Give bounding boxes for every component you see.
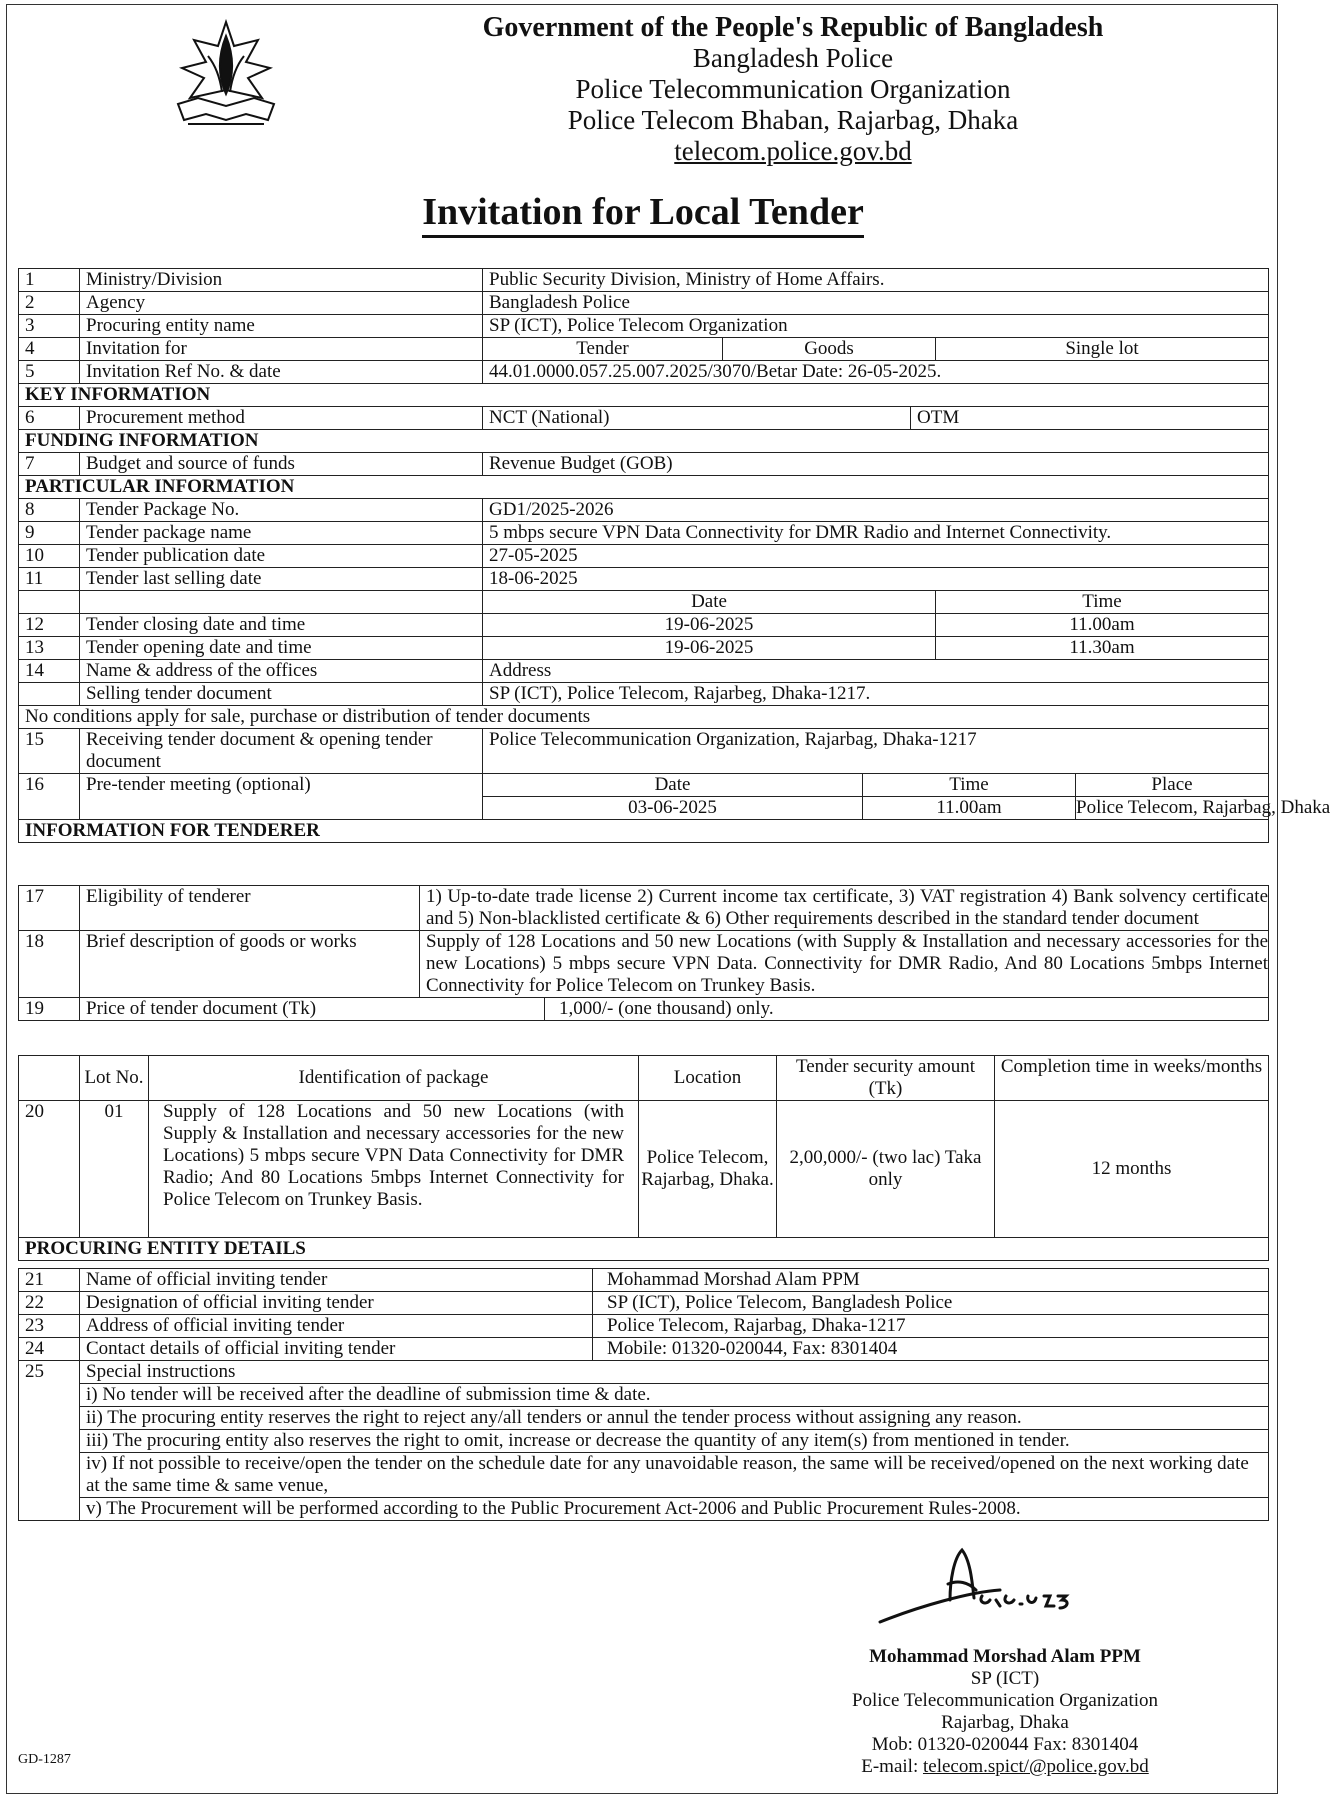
row-label: Name of official inviting tender	[80, 1269, 593, 1292]
section-row	[19, 476, 1269, 499]
row-number: 3	[19, 315, 80, 338]
row-label: Tender last selling date	[80, 568, 483, 591]
row-label: Contact details of official inviting tender	[80, 1338, 593, 1361]
meeting-date: 03-06-2025	[483, 797, 863, 820]
table-row	[19, 269, 1269, 292]
lot-number: 01	[80, 1101, 149, 1238]
row-number: 18	[19, 931, 80, 998]
table-row	[19, 1292, 1269, 1315]
lot-number-header: Lot No.	[80, 1056, 149, 1101]
meeting-time: 11.00am	[863, 797, 1076, 820]
row-value: Bangladesh Police	[483, 292, 1269, 315]
row-number: 22	[19, 1292, 80, 1315]
table-row	[19, 499, 1269, 522]
package-header: Identification of package	[149, 1056, 639, 1101]
row-value: Police Telecommunication Organization, Rajarbag, Dhaka-1217	[483, 729, 1269, 774]
procurement-method-alt: OTM	[911, 407, 1269, 430]
row-label: Pre-tender meeting (optional)	[80, 774, 483, 820]
row-number: 16	[19, 774, 80, 820]
table-row	[19, 1315, 1269, 1338]
row-label	[80, 591, 483, 614]
row-label: Invitation Ref No. & date	[80, 361, 483, 384]
website-link[interactable]: telecom.police.gov.bd	[674, 136, 912, 166]
row-value: 44.01.0000.057.25.007.2025/3070/Betar Date: 26-05-2025.	[483, 361, 1269, 384]
instruction-item: ii) The procuring entity reserves the right to reject any/all tenders or annul the tender process without assigning any reason.	[80, 1407, 1269, 1430]
invitation-category: Goods	[723, 338, 936, 361]
package-description: Supply of 128 Locations and 50 new Locations (with Supply & Installation and necessary accessories for the new Locations) 5 mbps secure VPN Data Connectivity for DMR Radio; And 80 Locations 5mbps Internet Connectivity for Police Telecom on Trunkey Basis.	[149, 1101, 639, 1238]
signer-name: Mohammad Morshad Alam PPM	[869, 1646, 1141, 1667]
section-heading: INFORMATION FOR TENDERER	[19, 820, 1269, 843]
row-label: Ministry/Division	[80, 269, 483, 292]
instruction-row	[19, 1430, 1269, 1453]
row-number	[19, 591, 80, 614]
meeting-time-header: Time	[863, 774, 1076, 797]
table-row	[19, 338, 1269, 361]
table-row	[19, 545, 1269, 568]
row-value: Public Security Division, Ministry of Home Affairs.	[483, 269, 1269, 292]
section-heading: KEY INFORMATION	[19, 384, 1269, 407]
row-number: 6	[19, 407, 80, 430]
procuring-entity-table	[18, 1268, 1269, 1521]
row-label: Budget and source of funds	[80, 453, 483, 476]
table-row	[19, 407, 1269, 430]
row-label: Tender Package No.	[80, 499, 483, 522]
official-name: Mohammad Morshad Alam PPM	[593, 1269, 1269, 1292]
security-amount: 2,00,000/- (two lac) Taka only	[777, 1101, 995, 1238]
email-label: E-mail:	[861, 1756, 919, 1777]
signer-contact: Mob: 01320-020044 Fax: 8301404	[871, 1734, 1139, 1755]
row-number	[19, 1056, 80, 1101]
row-number: 9	[19, 522, 80, 545]
meeting-place: Police Telecom, Rajarbag, Dhaka	[1076, 797, 1330, 818]
tender-table-b	[18, 885, 1269, 1021]
instruction-row	[19, 1384, 1269, 1407]
notice-title-text: Invitation for Local Tender	[422, 191, 864, 238]
section-heading: PARTICULAR INFORMATION	[19, 476, 1269, 499]
meeting-place-header: Place	[1076, 774, 1269, 797]
table-row	[19, 998, 1269, 1021]
completion-time: 12 months	[995, 1101, 1269, 1238]
table-row	[19, 774, 1269, 797]
conditions-note: No conditions apply for sale, purchase or distribution of tender documents	[19, 706, 1269, 729]
row-number: 11	[19, 568, 80, 591]
row-label: Brief description of goods or works	[80, 931, 420, 998]
row-number: 13	[19, 637, 80, 660]
row-label: Address of official inviting tender	[80, 1315, 593, 1338]
row-label: Tender package name	[80, 522, 483, 545]
row-label: Agency	[80, 292, 483, 315]
government-title: Government of the People's Republic of Bangladesh	[482, 12, 1104, 43]
email-link[interactable]: telecom.spict/@police.gov.bd	[922, 1756, 1149, 1777]
row-label: Special instructions	[80, 1361, 1269, 1384]
row-value: Revenue Budget (GOB)	[483, 453, 1269, 476]
signer-designation: SP (ICT)	[970, 1668, 1040, 1689]
row-value: 18-06-2025	[483, 568, 1269, 591]
row-label: Procurement method	[80, 407, 483, 430]
row-label: Eligibility of tenderer	[80, 886, 420, 931]
table-row	[19, 660, 1269, 683]
row-number: 21	[19, 1269, 80, 1292]
invitation-type: Tender	[483, 338, 723, 361]
row-number: 20	[19, 1101, 80, 1238]
row-label: Tender opening date and time	[80, 637, 483, 660]
row-label: Tender publication date	[80, 545, 483, 568]
completion-header: Completion time in weeks/months	[995, 1056, 1269, 1101]
table-row	[19, 591, 1269, 614]
row-number: 12	[19, 614, 80, 637]
footer-code: GD-1287	[18, 1752, 71, 1767]
row-label: Tender closing date and time	[80, 614, 483, 637]
table-row	[19, 361, 1269, 384]
handwritten-signature	[800, 1540, 1100, 1630]
section-row	[19, 820, 1269, 843]
signer-block	[780, 1646, 1230, 1778]
header-block	[300, 12, 1286, 167]
table-row	[19, 1361, 1269, 1384]
row-label: Price of tender document (Tk)	[80, 998, 545, 1021]
eligibility-text: 1) Up-to-date trade license 2) Current income tax certificate, 3) VAT registration 4) Bank solvency certificate and 5) Non-blacklisted certificate & 6) Other requirements described in the standard tender document	[420, 886, 1269, 931]
table-row	[19, 931, 1269, 998]
row-number: 17	[19, 886, 80, 931]
row-number: 24	[19, 1338, 80, 1361]
instruction-item: iv) If not possible to receive/open the tender on the schedule date for any unavoidable reason, the same will be received/opened on the next working date at the same time & same venue,	[80, 1453, 1269, 1498]
row-number: 5	[19, 361, 80, 384]
row-value: SP (ICT), Police Telecom, Rajarbeg, Dhaka-1217.	[483, 683, 1269, 706]
agency-name: Bangladesh Police	[692, 43, 894, 73]
closing-date: 19-06-2025	[483, 614, 936, 637]
instruction-item: v) The Procurement will be performed according to the Public Procurement Act-2006 and Public Procurement Rules-2008.	[80, 1498, 1269, 1521]
row-label: Name & address of the offices	[80, 660, 483, 683]
row-number: 23	[19, 1315, 80, 1338]
lot-location: Police Telecom, Rajarbag, Dhaka.	[639, 1101, 777, 1238]
notice-title	[0, 190, 1286, 234]
section-heading: PROCURING ENTITY DETAILS	[19, 1238, 1269, 1261]
row-number: 1	[19, 269, 80, 292]
table-row	[19, 522, 1269, 545]
row-label: Designation of official inviting tender	[80, 1292, 593, 1315]
row-number: 7	[19, 453, 80, 476]
section-row	[19, 430, 1269, 453]
invitation-lot: Single lot	[936, 338, 1269, 361]
opening-date: 19-06-2025	[483, 637, 936, 660]
row-value: GD1/2025-2026	[483, 499, 1269, 522]
official-designation: SP (ICT), Police Telecom, Bangladesh Police	[593, 1292, 1269, 1315]
tender-table-a	[18, 268, 1330, 843]
row-label: Receiving tender document & opening tender document	[80, 729, 483, 774]
official-address: Police Telecom, Rajarbag, Dhaka-1217	[593, 1315, 1269, 1338]
meeting-date-header: Date	[483, 774, 863, 797]
row-label: Selling tender document	[80, 683, 483, 706]
row-number: 15	[19, 729, 80, 774]
organization-name: Police Telecommunication Organization	[575, 74, 1011, 104]
row-number: 19	[19, 998, 80, 1021]
time-header: Time	[936, 591, 1269, 614]
table-row	[19, 683, 1269, 706]
row-label: Procuring entity name	[80, 315, 483, 338]
row-number	[19, 683, 80, 706]
police-emblem-icon	[168, 16, 284, 134]
table-row	[19, 292, 1269, 315]
row-number: 14	[19, 660, 80, 683]
document-price: 1,000/- (one thousand) only.	[545, 998, 1269, 1021]
section-row	[19, 384, 1269, 407]
row-number: 4	[19, 338, 80, 361]
signer-email-line	[780, 1756, 1230, 1778]
lot-header-row	[19, 1056, 1269, 1101]
row-number: 2	[19, 292, 80, 315]
table-row	[19, 1269, 1269, 1292]
section-row	[19, 1238, 1269, 1261]
table-row	[19, 568, 1269, 591]
table-row	[19, 453, 1269, 476]
table-row	[19, 1338, 1269, 1361]
official-contact: Mobile: 01320-020044, Fax: 8301404	[593, 1338, 1269, 1361]
row-label: Invitation for	[80, 338, 483, 361]
signer-organization: Police Telecommunication Organization	[851, 1690, 1159, 1711]
closing-time: 11.00am	[936, 614, 1269, 637]
instruction-row	[19, 1453, 1269, 1498]
instruction-row	[19, 1407, 1269, 1430]
lot-table	[18, 1055, 1269, 1261]
table-row	[19, 729, 1269, 774]
row-number: 10	[19, 545, 80, 568]
table-row	[19, 637, 1269, 660]
date-header: Date	[483, 591, 936, 614]
row-number: 8	[19, 499, 80, 522]
table-row	[19, 614, 1269, 637]
procurement-method: NCT (National)	[483, 407, 911, 430]
row-value: Address	[483, 660, 1269, 683]
security-header: Tender security amount (Tk)	[777, 1056, 995, 1101]
row-value: 27-05-2025	[483, 545, 1269, 568]
note-row	[19, 706, 1269, 729]
instruction-row	[19, 1498, 1269, 1521]
row-number: 25	[19, 1361, 80, 1521]
organization-address: Police Telecom Bhaban, Rajarbag, Dhaka	[567, 105, 1019, 135]
instruction-item: i) No tender will be received after the deadline of submission time & date.	[80, 1384, 1269, 1407]
row-value: 5 mbps secure VPN Data Connectivity for DMR Radio and Internet Connectivity.	[483, 522, 1269, 545]
instruction-item: iii) The procuring entity also reserves the right to omit, increase or decrease the quantity of any item(s) from mentioned in tender.	[80, 1430, 1269, 1453]
signer-place: Rajarbag, Dhaka	[941, 1712, 1069, 1733]
section-heading: FUNDING INFORMATION	[19, 430, 1269, 453]
opening-time: 11.30am	[936, 637, 1269, 660]
location-header: Location	[639, 1056, 777, 1101]
goods-description: Supply of 128 Locations and 50 new Locations (with Supply & Installation and necessary accessories for the new Locations) 5 mbps secure VPN Data. Connectivity for DMR Radio, And 80 Locations 5mbps Internet Connectivity for Police Telecom on Trunkey Basis.	[420, 931, 1269, 998]
table-row	[19, 315, 1269, 338]
row-value: SP (ICT), Police Telecom Organization	[483, 315, 1269, 338]
table-row	[19, 886, 1269, 931]
lot-row	[19, 1101, 1269, 1238]
